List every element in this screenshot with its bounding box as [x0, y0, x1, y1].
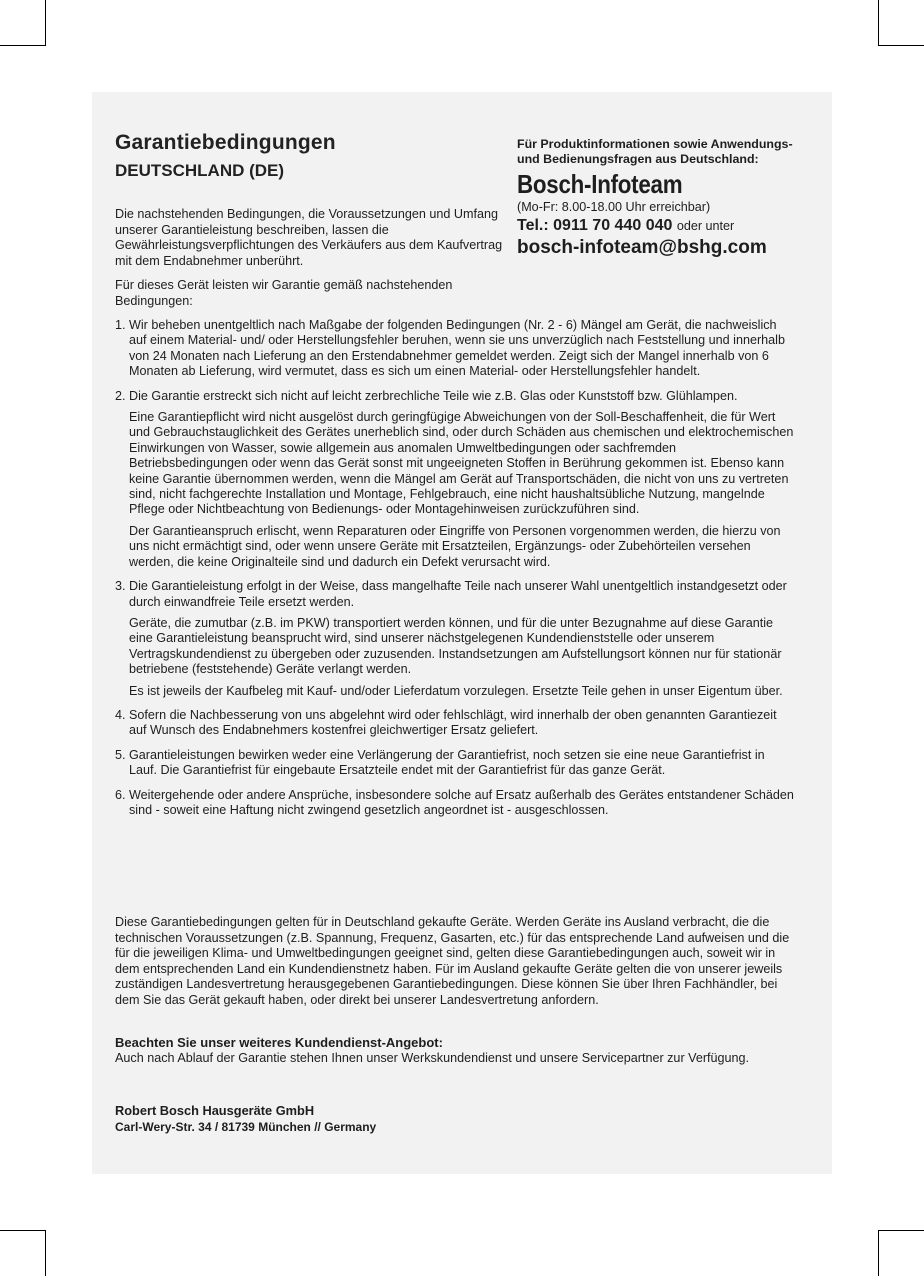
crop-mark-top-left-h [0, 45, 46, 46]
term-number: 3. [115, 579, 126, 594]
term-number: 5. [115, 747, 126, 762]
term-paragraph: Die Garantie erstreckt sich nicht auf leicht zerbrechliche Teile wie z.B. Glas oder Kunststoff bzw. Glühlampen. [129, 388, 738, 403]
info-phone [517, 215, 817, 237]
company-address: Carl-Wery-Str. 34 / 81739 München // Germany [115, 1120, 377, 1134]
term-paragraph: Weitergehende oder andere Ansprüche, insbesondere solche auf Ersatz außerhalb des Gerätes entstandener Schäden sind - soweit eine Haftung nicht zwingend gesetzlich angeordnet ist - ausgeschlossen. [129, 787, 794, 817]
term-number: 2. [115, 388, 126, 403]
term-paragraph: Garantieleistungen bewirken weder eine Verlängerung der Garantiefrist, noch setzen sie eine neue Garantiefrist in Lauf. Die Garantiefrist für eingebaute Ersatzteile endet mit der Garantiefrist für das ganze Gerät. [129, 747, 765, 778]
phone-number: Tel.: 0911 70 440 040 [517, 217, 673, 234]
page-title: Garantiebedingungen [115, 131, 336, 154]
crop-mark-bottom-left-h [0, 1230, 46, 1231]
service-offer-text: Auch nach Ablauf der Garantie stehen Ihnen unser Werkskundendienst und unsere Servicepartner zur Verfügung. [115, 1050, 750, 1065]
crop-mark-top-right-v [878, 0, 879, 46]
term-number: 1. [115, 318, 126, 332]
term-paragraph: Der Garantieanspruch erlischt, wenn Reparaturen oder Eingriffe von Personen vorgenommen werden, die hierzu von uns nicht ermächtigt sind, oder wenn unsere Geräte mit Ersatzteilen, Ergänzungs- oder Zubehörteilen versehen werden, die keine Originalteile sind und dadurch ein Defekt verursacht wird. [129, 523, 781, 569]
page-subtitle: DEUTSCHLAND (DE) [115, 161, 285, 180]
term-item [115, 748, 795, 779]
company-block [115, 1102, 376, 1136]
crop-mark-bottom-right-h [878, 1230, 924, 1231]
intro-paragraph-2: Für dieses Gerät leisten wir Garantie gemäß nachstehenden Bedingungen: [115, 278, 453, 308]
term-paragraph: Sofern die Nachbesserung von uns abgelehnt wird oder fehlschlägt, wird innerhalb der oben genannten Garantiezeit auf Wunsch des Endabnehmers kostenfrei gleichwertiger Ersatz geliefert. [129, 707, 777, 738]
info-hours: (Mo-Fr: 8.00-18.00 Uhr erreichbar) [517, 200, 711, 214]
crop-mark-bottom-right-v [878, 1230, 879, 1276]
term-paragraph: Die Garantieleistung erfolgt in der Weise, dass mangelhafte Teile nach unserer Wahl unentgeltlich instandgesetzt oder durch einwandfreie Teile ersetzt werden. [129, 579, 787, 609]
term-paragraph: Es ist jeweils der Kaufbeleg mit Kauf- und/oder Lieferdatum vorzulegen. Ersetzte Teile gehen in unser Eigentum über. [129, 683, 783, 698]
term-paragraph: Geräte, die zumutbar (z.B. im PKW) transportiert werden können, und für die unter Bezugnahme auf diese Garantie eine Garantieleistung beansprucht wird, sind unserer nächstgelegenen Kundendienststelle oder unserem Vertragskundendienst zu übergeben oder zuzusenden. Instandsetzungen am Aufstellungsort können nur für stationär betriebene (feststehende) Geräte verlangt werden. [129, 615, 782, 677]
term-item [115, 788, 795, 819]
terms-list [115, 318, 795, 827]
info-email: bosch-infoteam@bshg.com [517, 237, 767, 258]
service-offer-heading: Beachten Sie unser weiteres Kundendienst-Angebot: [115, 1035, 443, 1050]
term-item [115, 389, 795, 570]
term-item [115, 708, 795, 739]
service-offer [115, 1035, 755, 1066]
term-number: 4. [115, 707, 126, 722]
term-paragraph: Eine Garantiepflicht wird nicht ausgelöst durch geringfügige Abweichungen von der Soll-Beschaffenheit, die für Wert und Gebrauchstauglichkeit des Gerätes unerheblich sind, oder durch Schäden aus chemischen und elektrochemischen Einwirkungen von Wasser, sowie allgemein aus anomalen Umweltbedingungen oder sachfremden Betriebsbedingungen oder wenn das Gerät sonst mit ungeeigneten Stoffen in Berührung gekommen ist. Ebenso kann keine Garantie übernommen werden, wenn die Mängel am Gerät auf Transportschäden, die nicht von uns zu vertreten sind, nicht fachgerechte Installation und Montage, Fehlgebrauch, eine nicht haushaltsübliche Nutzung, mangelnde Pflege oder Nichtbeachtung von Bedienungs- oder Montagehinweisen zurückzuführen sind. [129, 410, 794, 517]
phone-suffix: oder unter [676, 219, 735, 233]
intro-paragraph: Die nachstehenden Bedingungen, die Voraussetzungen und Umfang unserer Garantieleistung beschreiben, lassen die Gewährleistungsverpflichtungen des Verkäufers aus dem Kaufvertrag mit dem Endabnehmer unberührt. [115, 207, 503, 268]
info-heading: Für Produktinformationen sowie Anwendungs- und Bedienungsfragen aus Deutschland: [517, 137, 793, 166]
term-item [115, 579, 795, 699]
info-box [517, 137, 817, 259]
term-item [115, 318, 795, 380]
company-name: Robert Bosch Hausgeräte GmbH [115, 1103, 315, 1118]
term-number: 6. [115, 787, 126, 802]
crop-mark-top-left-v [45, 0, 46, 46]
brand-name: Bosch-Infoteam [517, 169, 683, 199]
crop-mark-bottom-left-v [45, 1230, 46, 1276]
crop-mark-top-right-h [878, 45, 924, 46]
term-paragraph: Wir beheben unentgeltlich nach Maßgabe der folgenden Bedingungen (Nr. 2 - 6) Mängel am Gerät, die nachweislich auf einem Material- und/ oder Herstellungsfehler beruhen, wenn sie uns unverzüglich nach Feststellung und innerhalb von 24 Monaten nach Lieferung an den Erstendabnehmer gemeldet werden. Zeigt sich der Mangel innerhalb von 6 Monaten ab Lieferung, wird vermutet, dass es sich um einen Material- oder Herstellungsfehler handelt. [129, 318, 785, 379]
closing-paragraph: Diese Garantiebedingungen gelten für in Deutschland gekaufte Geräte. Werden Geräte ins Ausland verbracht, die die technischen Voraussetzungen (z.B. Spannung, Frequenz, Gasarten, etc.) für das entsprechende Land aufweisen und die für die jeweiligen Klima- und Umweltbedingungen geeignet sind, gelten diese Garantiebedingungen auch, soweit wir in dem entsprechenden Land ein Kundendienstnetz haben. Für im Ausland gekaufte Geräte gelten die von unserer jeweils zuständigen Landesvertretung herausgegebenen Garantiebedingungen. Diese können Sie über Ihren Fachhändler, bei dem Sie das Gerät gekauft haben, oder direkt bei unserer Landesvertretung anfordern. [115, 915, 790, 1007]
